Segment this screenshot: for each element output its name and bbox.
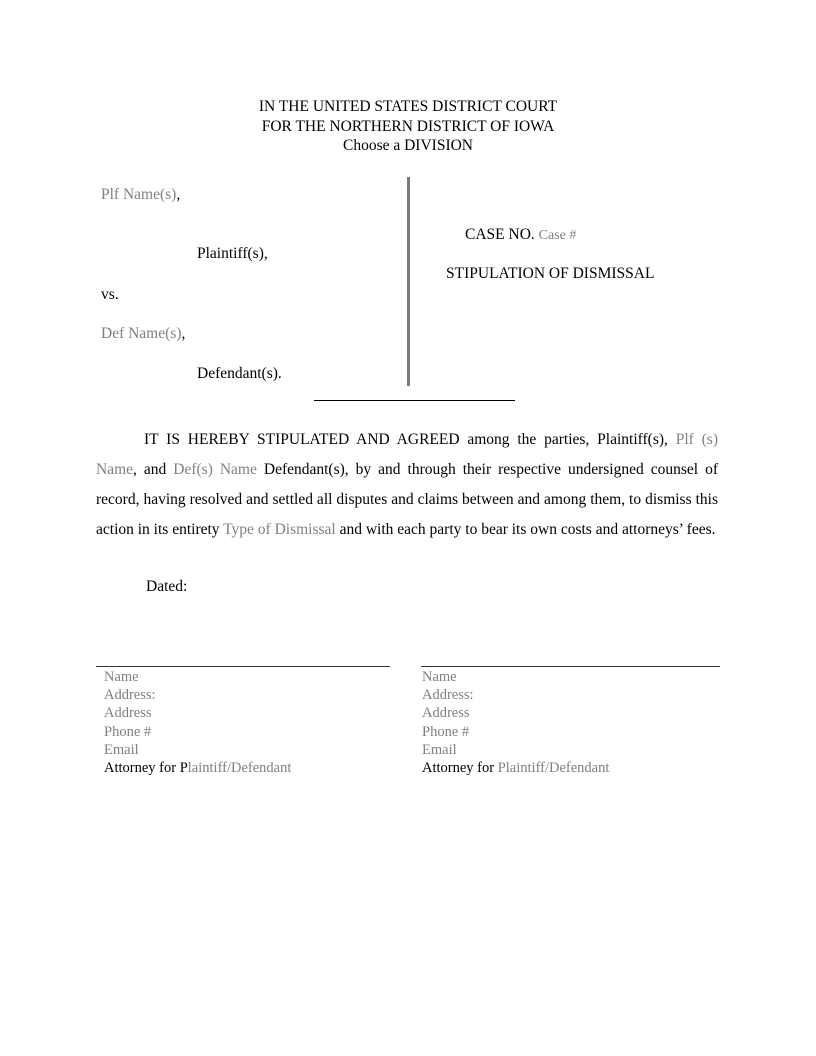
- versus-label: vs.: [101, 286, 119, 303]
- defendant-name-placeholder[interactable]: Def Name(s): [101, 325, 182, 342]
- right-phone[interactable]: Phone #: [422, 723, 470, 740]
- left-signature-block: [104, 668, 291, 777]
- right-signature-block: [422, 668, 609, 777]
- left-attorney-for: [104, 759, 291, 777]
- left-attorney-name[interactable]: Name: [104, 669, 139, 685]
- document-title: STIPULATION OF DISMISSAL: [446, 265, 655, 282]
- right-attorney-prefix: Attorney for: [422, 759, 498, 776]
- division-select[interactable]: Choose a DIVISION: [342, 137, 473, 154]
- left-party-role-placeholder[interactable]: laintiff/Defendant: [187, 759, 292, 776]
- case-no-label: CASE NO.: [465, 226, 535, 243]
- court-name-line: IN THE UNITED STATES DISTRICT COURT: [258, 98, 558, 115]
- body-text-part1: IT IS HEREBY STIPULATED AND AGREED among the parties, Plaintiff(s),: [144, 431, 676, 448]
- right-attorney-name[interactable]: Name: [422, 669, 457, 685]
- body-text-part3: Defendant(s), by and through their respective undersigned counsel of record, having resolved and settled all disputes and claims between and among them, to dismiss this action in its entirety: [96, 461, 718, 538]
- left-attorney-prefix: Attorney for P: [104, 759, 188, 776]
- left-signature-line[interactable]: [96, 666, 390, 667]
- left-phone[interactable]: Phone #: [104, 723, 152, 740]
- dated-label: Dated:: [146, 578, 188, 595]
- plaintiff-name-comma: ,: [176, 186, 181, 203]
- right-address-label[interactable]: Address:: [422, 687, 474, 704]
- plaintiff-label: Plaintiff(s),: [197, 245, 268, 262]
- right-address[interactable]: Address: [422, 705, 470, 722]
- plaintiff-name-field[interactable]: [101, 186, 180, 204]
- body-text-part4: and with each party to bear its own costs and attorneys’ fees.: [335, 521, 716, 538]
- defendant-label: Defendant(s).: [197, 365, 282, 382]
- left-email[interactable]: Email: [104, 741, 139, 758]
- case-number-placeholder[interactable]: Case #: [538, 228, 577, 243]
- caption-vertical-divider: [407, 177, 410, 386]
- court-header: [0, 97, 816, 156]
- plf-placeholder-b: Name: [96, 461, 134, 478]
- plaintiff-name-placeholder[interactable]: Plf Name(s): [101, 186, 177, 203]
- left-address[interactable]: Address: [104, 705, 152, 722]
- right-signature-line[interactable]: [421, 666, 720, 667]
- left-address-label[interactable]: Address:: [104, 687, 156, 704]
- stipulation-paragraph: [96, 425, 718, 545]
- defendant-name-field[interactable]: [101, 325, 185, 343]
- district-line: FOR THE NORTHERN DISTRICT OF IOWA: [261, 117, 555, 135]
- defendant-name-comma: ,: [181, 325, 186, 342]
- plf-placeholder-a: Plf (s): [675, 431, 719, 448]
- right-attorney-for: [422, 759, 609, 777]
- body-text-part2: , and: [133, 461, 174, 478]
- dismissal-type-placeholder[interactable]: Type of Dismissal: [223, 521, 336, 538]
- case-number-line: [465, 226, 576, 244]
- defendant-name-inline-placeholder[interactable]: Def(s) Name: [173, 461, 257, 478]
- caption-bottom-rule: [314, 400, 515, 401]
- right-party-role-placeholder[interactable]: Plaintiff/Defendant: [497, 759, 610, 776]
- right-email[interactable]: Email: [422, 741, 457, 758]
